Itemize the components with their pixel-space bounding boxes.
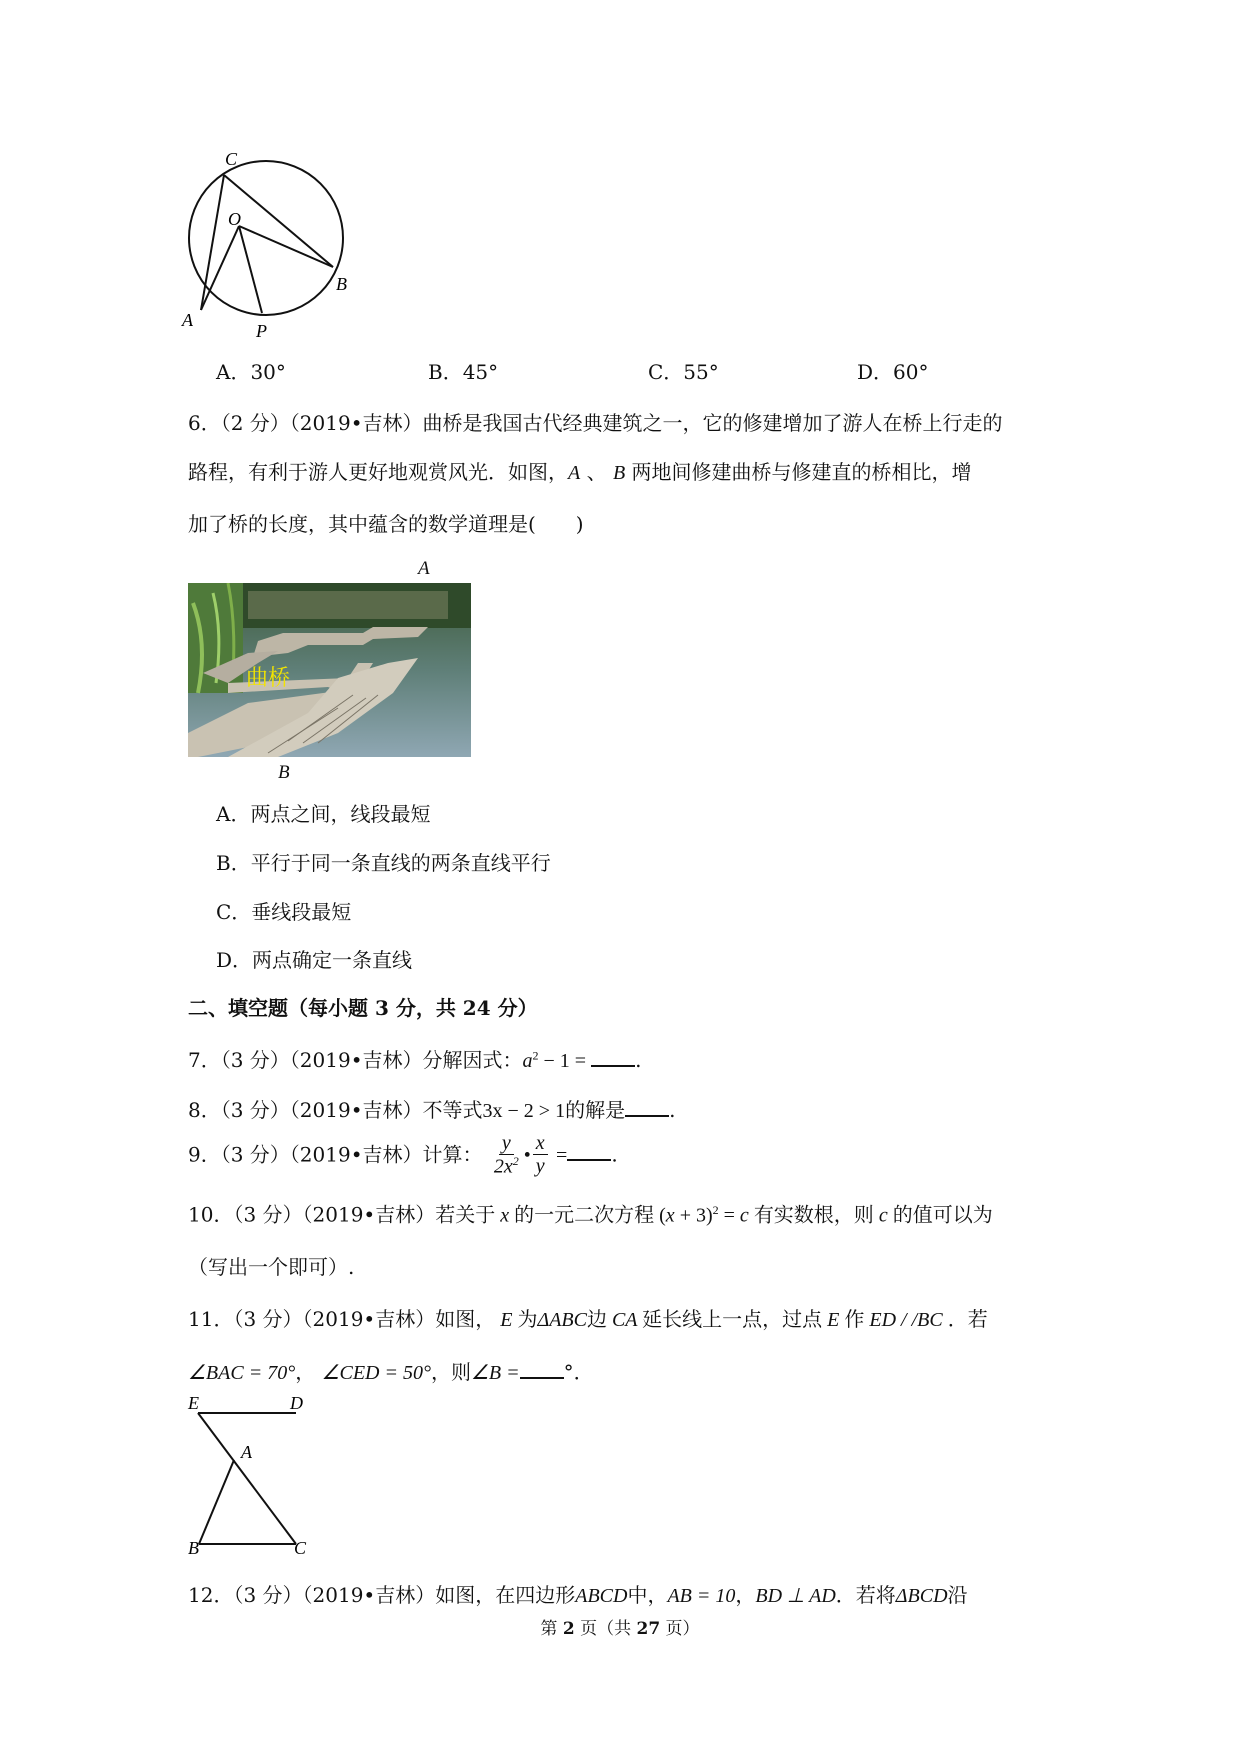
label-c-tri: C	[294, 1538, 307, 1554]
label-d: D	[290, 1393, 303, 1413]
label-b-tri: B	[188, 1538, 199, 1554]
label-a-tri: A	[241, 1442, 252, 1462]
q11-line1: 11．（3 分）（2019•吉林）如图， E 为ΔABC边 CA 延长线上一点，过点 E 作 ED / /BC ．若	[188, 1307, 988, 1331]
label-e: E	[188, 1393, 199, 1413]
q6-option-a: A．两点之间，线段最短	[216, 802, 431, 826]
photo-label-a: A	[418, 558, 430, 579]
q12-line1: 12．（3 分）（2019•吉林）如图，在四边形ABCD中，AB = 10，BD ⊥ AD．若将ΔBCD沿	[188, 1583, 968, 1607]
q9: 9．（3 分）（2019•吉林）计算： $\frac{y}{2x^2}$ • $\frac{x}{y}$ = .	[188, 1132, 618, 1178]
q7: 7．（3 分）（2019•吉林）分解因式：$a^2 - 1$ = .	[188, 1048, 642, 1072]
q5-option-b: B．45°	[428, 360, 499, 384]
q6-option-b: B．平行于同一条直线的两条直线平行	[216, 851, 551, 875]
label-o: O	[228, 209, 241, 229]
q10-line2: （写出一个即可）.	[188, 1255, 355, 1279]
q11-line2: ∠BAC = 70°， ∠CED = 50°，则∠B = °．	[188, 1360, 594, 1384]
label-b: B	[336, 274, 347, 294]
triangle-figure	[186, 1392, 316, 1554]
q6-line2: 路程，有利于游人更好地观赏风光．如图，A 、 B 两地间修建曲桥与修建直的桥相比，增	[188, 460, 972, 484]
section-title: 二、填空题（每小题 3 分，共 24 分）	[188, 996, 538, 1020]
page-footer: 第 2 页（共 27 页）	[540, 1619, 700, 1639]
bridge-photo	[188, 583, 471, 757]
q6-line1: 6．（2 分）（2019•吉林）曲桥是我国古代经典建筑之一，它的修建增加了游人在桥上行走的	[188, 411, 1003, 435]
q6-line3: 加了桥的长度，其中蕴含的数学道理是( )	[188, 512, 584, 536]
label-a: A	[182, 310, 193, 330]
circle-figure	[180, 145, 360, 345]
q8: 8．（3 分）（2019•吉林）不等式3x − 2 > 1的解是 .	[188, 1098, 676, 1122]
label-p: P	[256, 321, 267, 341]
photo-label-b: B	[278, 762, 290, 783]
photo-caption: 曲桥	[246, 666, 291, 691]
q5-option-a: A．30°	[216, 360, 286, 384]
q6-option-d: D．两点确定一条直线	[216, 948, 413, 972]
q5-option-d: D．60°	[857, 360, 929, 384]
q5-option-c: C．55°	[648, 360, 719, 384]
label-c: C	[225, 149, 238, 169]
q6-option-c: C．垂线段最短	[216, 900, 352, 924]
q10-line1: 10．（3 分）（2019•吉林）若关于 x 的一元二次方程 $(x + 3)^2 = c$ 有实数根，则 c 的值可以为	[188, 1202, 993, 1227]
